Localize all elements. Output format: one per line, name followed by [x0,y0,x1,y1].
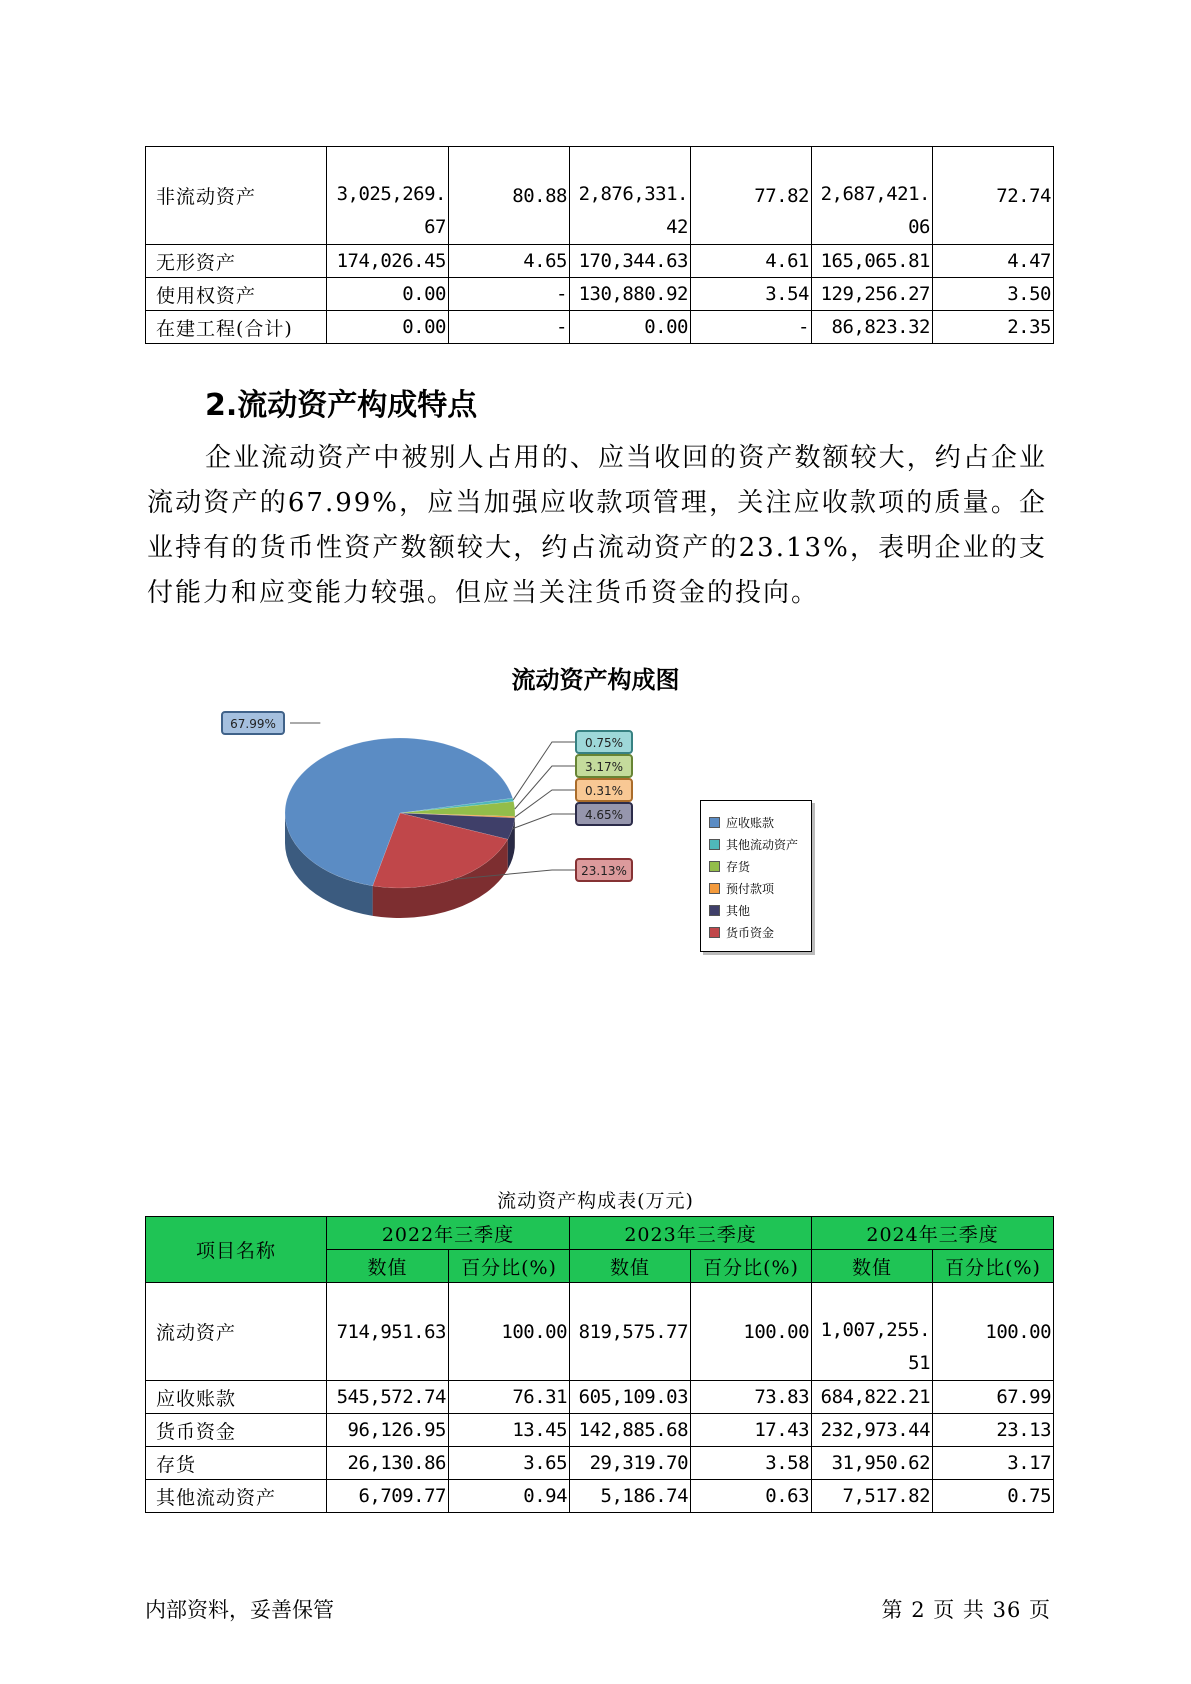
cell-value: 100.00 [933,1283,1054,1381]
legend-swatch-icon [709,905,720,916]
cell-value: 13.45 [449,1414,570,1447]
cell-value: 684,822.21 [812,1381,933,1414]
cell-value: 3.17 [933,1447,1054,1480]
pie-data-label: 67.99% [230,717,276,731]
cell-value: - [449,311,570,344]
cell-value: 2.35 [933,311,1054,344]
legend-label: 预付款项 [726,881,775,896]
cell-value: 100.00 [449,1283,570,1381]
header-value: 数值 [570,1250,691,1283]
cell-value: 819,575.77 [570,1283,691,1381]
section-paragraph: 企业流动资产中被别人占用的、应当收回的资产数额较大，约占企业流动资产的67.99%，应当加强应收款项管理，关注应收款项的质量。企业持有的货币性资产数额较大，约占流动资产的23.13%，表明企业的支付能力和应变能力较强。但应当关注货币资金的投向。 [147,443,1047,608]
row-label: 应收账款 [146,1381,327,1414]
legend-label: 货币资金 [726,925,775,940]
cell-value: 96,126.95 [327,1414,449,1447]
pie-chart [180,717,660,970]
legend-item [709,921,811,943]
row-label: 无形资产 [146,245,327,278]
cell-value: 4.47 [933,245,1054,278]
row-label: 货币资金 [146,1414,327,1447]
header-value: 数值 [327,1250,449,1283]
row-label: 在建工程(合计) [146,311,327,344]
legend-item [709,811,811,833]
cell-value: 142,885.68 [570,1414,691,1447]
legend-label: 应收账款 [726,815,775,830]
cell-value: 5,186.74 [570,1480,691,1513]
current-assets-table [145,1216,1054,1513]
cell-value: 80.88 [449,147,570,245]
cell-value: 170,344.63 [570,245,691,278]
pie-leader-line [515,766,576,809]
cell-value: 7,517.82 [812,1480,933,1513]
cell-value: 165,065.81 [812,245,933,278]
cell-value: 714,951.63 [327,1283,449,1381]
cell-value: 605,109.03 [570,1381,691,1414]
cell-value: 3.50 [933,278,1054,311]
legend-swatch-icon [709,883,720,894]
cell-value: 23.13 [933,1414,1054,1447]
table-header-row [146,1217,1054,1250]
pie-data-label: 23.13% [581,864,627,878]
cell-value: 4.61 [691,245,812,278]
cell-value: 232,973.44 [812,1414,933,1447]
table-row [146,1414,1054,1447]
row-label: 流动资产 [146,1283,327,1381]
legend-label: 其他流动资产 [726,837,799,852]
legend-item [709,833,811,855]
header-pct: 百分比(%) [449,1250,570,1283]
legend-item [709,877,811,899]
table-row [146,1283,1054,1381]
pie-leader-line [513,742,576,800]
legend-swatch-icon [709,839,720,850]
cell-value: 0.00 [327,311,449,344]
cell-value: 0.00 [570,311,691,344]
pie-data-label: 0.31% [584,784,624,798]
cell-value: 31,950.62 [812,1447,933,1480]
cell-value: 17.43 [691,1414,812,1447]
cell-value: 2,876,331.42 [578,183,688,238]
cell-value: 0.00 [327,278,449,311]
cell-value: 3.58 [691,1447,812,1480]
table-row [146,245,1054,278]
table-row [146,278,1054,311]
cell-value: 4.65 [449,245,570,278]
cell-value: 73.83 [691,1381,812,1414]
header-value: 数值 [812,1250,933,1283]
cell-value: 129,256.27 [812,278,933,311]
cell-value: 72.74 [933,147,1054,245]
cell-value: 174,026.45 [327,245,449,278]
table-row [146,311,1054,344]
header-year: 2023年三季度 [570,1217,812,1250]
cell-value: 86,823.32 [812,311,933,344]
cell-value: - [449,278,570,311]
pie-leader-line [515,790,576,817]
legend-label: 存货 [726,859,751,874]
cell-value: 26,130.86 [327,1447,449,1480]
cell-value: 130,880.92 [570,278,691,311]
cell-value: 77.82 [691,147,812,245]
header-item-name: 项目名称 [146,1217,327,1283]
row-label: 其他流动资产 [146,1480,327,1513]
header-year: 2024年三季度 [812,1217,1054,1250]
cell-value: 6,709.77 [327,1480,449,1513]
footer-note: 内部资料，妥善保管 [145,1598,334,1622]
legend-item [709,899,811,921]
legend-swatch-icon [709,927,720,938]
page-number: 第 2 页 共 36 页 [881,1598,1051,1622]
pie-data-label: 3.17% [584,760,624,774]
cell-value: 3.65 [449,1447,570,1480]
chart-title: 流动资产构成图 [511,666,680,694]
table-row [146,147,1054,245]
cell-value: 1,007,255.51 [820,1319,931,1374]
cell-value: 3,025,269.67 [336,183,446,238]
header-pct: 百分比(%) [691,1250,812,1283]
cell-value: 545,572.74 [327,1381,449,1414]
row-label: 存货 [146,1447,327,1480]
table-row [146,1381,1054,1414]
row-label: 使用权资产 [146,278,327,311]
cell-value: 76.31 [449,1381,570,1414]
legend-swatch-icon [709,817,720,828]
table-row [146,1447,1054,1480]
cell-value: - [691,311,812,344]
row-label: 非流动资产 [146,147,327,245]
section-heading: 2.流动资产构成特点 [205,388,478,423]
cell-value: 0.63 [691,1480,812,1513]
pie-data-label: 4.65% [584,808,624,822]
chart-legend [700,800,812,952]
table-row [146,1480,1054,1513]
header-pct: 百分比(%) [933,1250,1054,1283]
table-caption: 流动资产构成表(万元) [497,1190,694,1212]
pie-leader-line [512,814,576,829]
legend-swatch-icon [709,861,720,872]
pie-data-label: 0.75% [584,736,624,750]
header-year: 2022年三季度 [327,1217,570,1250]
cell-value: 29,319.70 [570,1447,691,1480]
cell-value: 2,687,421.06 [820,183,930,238]
cell-value: 3.54 [691,278,812,311]
legend-label: 其他 [726,903,751,918]
non-current-assets-table [145,146,1054,344]
cell-value: 0.75 [933,1480,1054,1513]
cell-value: 0.94 [449,1480,570,1513]
cell-value: 67.99 [933,1381,1054,1414]
cell-value: 100.00 [691,1283,812,1381]
legend-item [709,855,811,877]
